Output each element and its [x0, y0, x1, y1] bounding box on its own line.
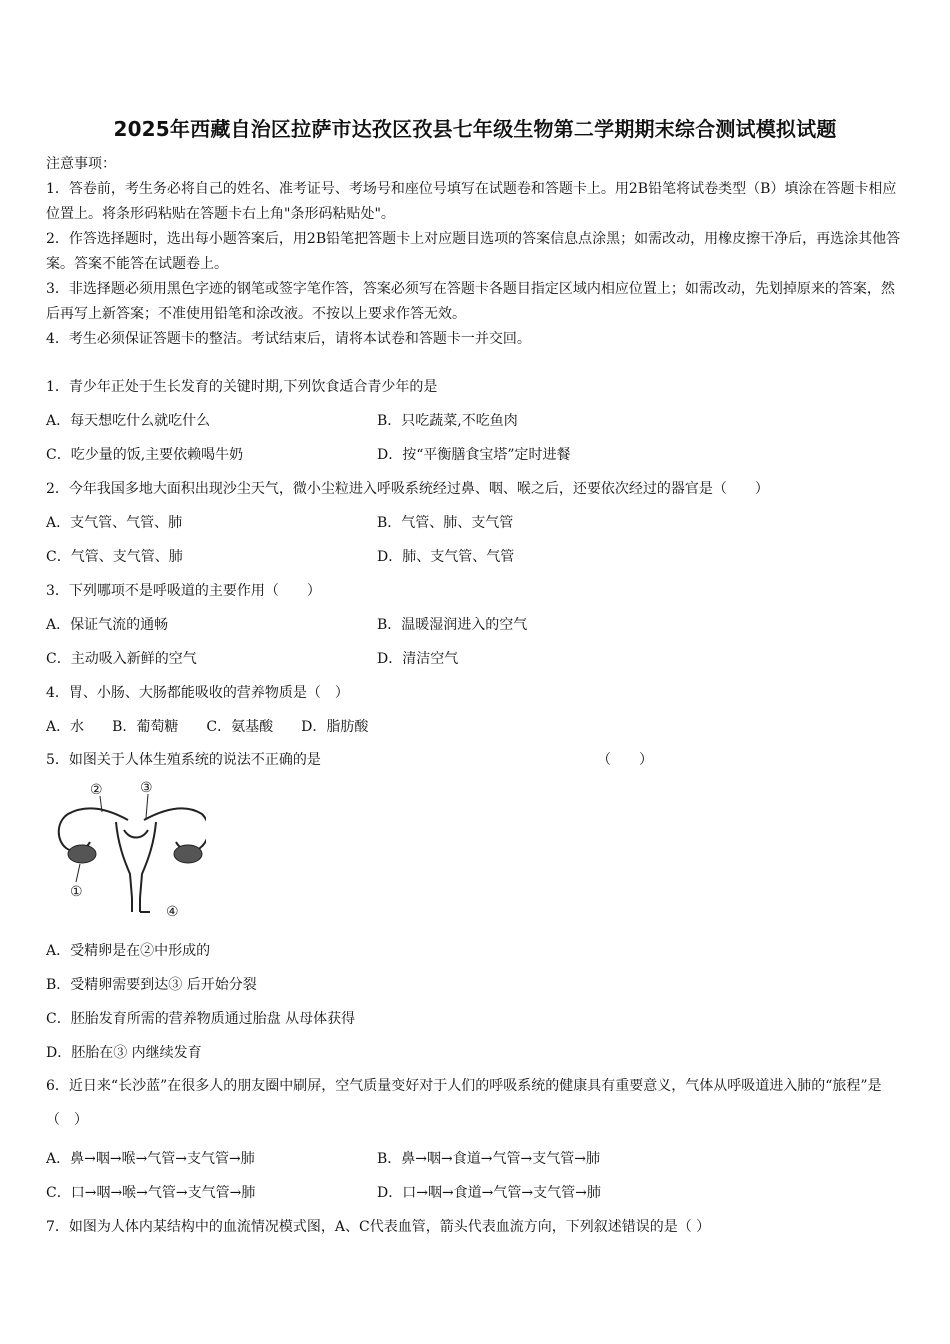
label-1: ①: [70, 884, 83, 900]
vagina-outline: [132, 898, 150, 912]
notice-heading: 注意事项：: [46, 156, 116, 172]
question-5-stem: 5．如图关于人体生殖系统的说法不正确的是: [46, 752, 321, 768]
question-3-option-c: C．主动吸入新鲜的空气: [46, 651, 197, 667]
question-1-option-c: C．吃少量的饭,主要依赖喝牛奶: [46, 447, 244, 463]
question-1-stem: 1．青少年正处于生长发育的关键时期,下列饮食适合青少年的是: [46, 379, 438, 395]
question-5-option-a: A．受精卵是在②中形成的: [46, 943, 211, 959]
question-6-option-a: A．鼻→咽→喉→气管→支气管→肺: [46, 1151, 255, 1167]
uterus-outline: [116, 822, 156, 898]
question-5-answer-paren: （ ）: [597, 752, 653, 768]
question-1-option-d: D．按“平衡膳食宝塔”定时进餐: [377, 447, 571, 463]
notice-item: 3．非选择题必须用黑色字迹的钢笔或签字笔作答，答案必须写在答题卡各题目指定区域内相应位置上；如需改动，先划掉原来的答案，然后再写上新答案；不准使用铅笔和涂改液。不按以上要求作答无效。: [46, 281, 895, 322]
page-title: 2025年西藏自治区拉萨市达孜区孜县七年级生物第二学期期末综合测试模拟试题: [113, 117, 837, 141]
question-2-option-d: D．肺、支气管、气管: [377, 549, 515, 565]
question-2-option-c: C．气管、支气管、肺: [46, 549, 183, 565]
question-3-stem: 3．下列哪项不是呼吸道的主要作用（ ）: [46, 583, 321, 599]
question-3-option-b: B．温暖湿润进入的空气: [377, 617, 528, 633]
notice-item: 2．作答选择题时，选出每小题答案后，用2B铅笔把答题卡上对应题目选项的答案信息点涂黑；如需改动，用橡皮擦干净后，再选涂其他答案。答案不能答在试题卷上。: [46, 231, 901, 272]
question-2-option-b: B．气管、肺、支气管: [377, 515, 514, 531]
question-2-option-a: A．支气管、气管、肺: [46, 515, 183, 531]
reproductive-system-figure: [46, 778, 206, 918]
question-4-stem: 4．胃、小肠、大肠都能吸收的营养物质是（ ）: [46, 685, 349, 701]
question-4-options: A．水 B．葡萄糖 C．氨基酸 D．脂肪酸: [46, 719, 369, 735]
notice-section: [46, 152, 904, 352]
question-6-stem: 6．近日来“长沙蓝”在很多人的朋友圈中刷屏，空气质量变好对于人们的呼吸系统的健康具有重要意义，气体从呼吸道进入肺的“旅程”是（ ）: [46, 1078, 882, 1128]
label-3: ③: [140, 780, 153, 796]
question-3-option-d: D．清洁空气: [377, 651, 459, 667]
question-5-option-d: D．胚胎在③ 内继续发育: [46, 1045, 202, 1061]
right-fallopian-tube: [144, 808, 206, 851]
notice-item: 4．考生必须保证答题卡的整洁。考试结束后，请将本试卷和答题卡一并交回。: [46, 331, 531, 347]
label-4: ④: [166, 904, 179, 918]
question-6-option-d: D．口→咽→食道→气管→支气管→肺: [377, 1185, 601, 1201]
left-ovary: [68, 845, 96, 863]
right-ovary: [174, 845, 202, 863]
label-2: ②: [90, 782, 103, 798]
question-3-option-a: A．保证气流的通畅: [46, 617, 169, 633]
question-5-option-c: C．胚胎发育所需的营养物质通过胎盘 从母体获得: [46, 1011, 356, 1027]
question-6-option-c: C．口→咽→喉→气管→支气管→肺: [46, 1185, 256, 1201]
question-7-stem: 7．如图为人体内某结构中的血流情况模式图，A、C代表血管，箭头代表血流方向，下列叙述错误的是（ ）: [46, 1219, 711, 1235]
question-1-option-a: A．每天想吃什么就吃什么: [46, 413, 211, 429]
question-6-option-b: B．鼻→咽→食道→气管→支气管→肺: [377, 1151, 600, 1167]
question-1-option-b: B．只吃蔬菜,不吃鱼肉: [377, 413, 518, 429]
question-5-option-b: B．受精卵需要到达③ 后开始分裂: [46, 977, 257, 993]
notice-item: 1．答卷前，考生务必将自己的姓名、准考证号、考场号和座位号填写在试题卷和答题卡上。用2B铅笔将试卷类型（B）填涂在答题卡相应位置上。将条形码粘贴在答题卡右上角"条形码粘贴处"。: [46, 181, 897, 222]
question-2-stem: 2．今年我国多地大面积出现沙尘天气，微小尘粒进入呼吸系统经过鼻、咽、喉之后，还要依次经过的器官是（ ）: [46, 481, 769, 497]
uterus-cavity: [124, 830, 148, 838]
